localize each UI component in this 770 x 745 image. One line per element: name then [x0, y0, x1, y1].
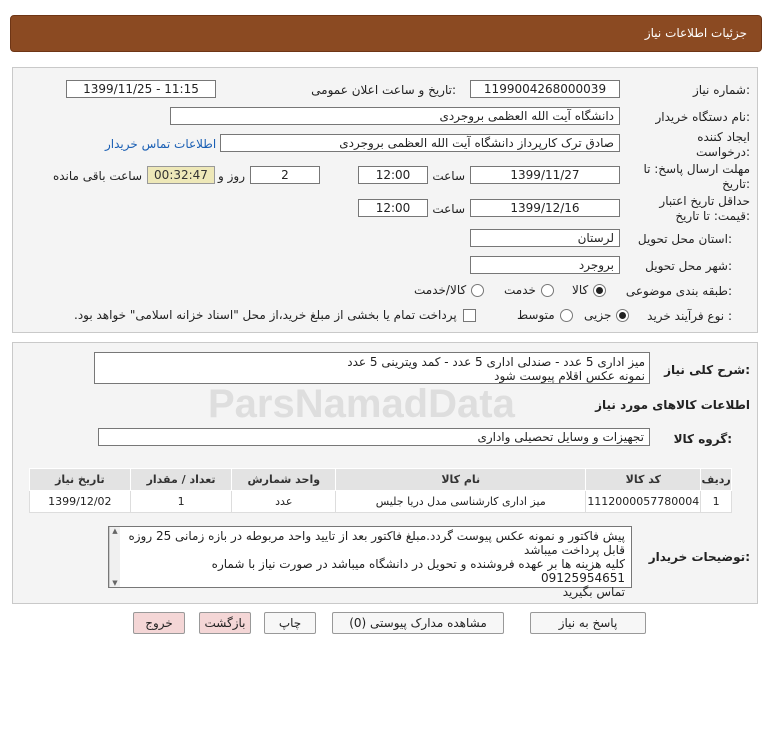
scroll-up-icon[interactable]: ▲: [112, 527, 118, 535]
table-row[interactable]: [30, 491, 732, 513]
column-header: واحد شمارش: [232, 469, 336, 491]
validity-date-field: 1399/12/16: [470, 199, 620, 217]
validity-time-label: ساعت: [432, 202, 465, 216]
province-field: لرستان: [470, 229, 620, 247]
notes-line: قابل پرداخت میباشد: [524, 543, 625, 557]
goods-table: [29, 468, 732, 513]
notes-scrollbar[interactable]: [109, 527, 120, 587]
category-radio-goods-service[interactable]: [414, 283, 484, 297]
category-option-label: کالا/خدمت: [414, 283, 467, 297]
reply-time-field: 12:00: [358, 166, 428, 184]
radio-selected-icon: [593, 284, 606, 297]
need-number-label: شماره نیاز:: [692, 83, 750, 97]
print-button[interactable]: چاپ: [264, 612, 316, 634]
group-label: گروه کالا:: [673, 432, 732, 446]
days-label: روز و: [218, 169, 245, 183]
goods-section-title: اطلاعات کالاهای مورد نیاز: [595, 398, 750, 412]
page-title: جزئیات اطلاعات نیاز: [644, 26, 747, 40]
column-header: ردیف: [701, 469, 732, 491]
column-header: کد کالا: [586, 469, 701, 491]
creator-field: صادق ترک کارپرداز دانشگاه آیت الله العظمی بروجردی: [220, 134, 620, 152]
category-option-label: خدمت: [504, 283, 536, 297]
category-label: طبقه بندی موضوعی:: [625, 284, 732, 298]
notes-line: پیش فاکتور و نمونه عکس پیوست گردد.مبلغ فاکتور بعد از تایید واحد مربوطه در بازه زمانی 25 روزه: [128, 529, 625, 543]
summary-line-2: نمونه عکس اقلام پیوست شود: [494, 369, 645, 383]
column-header: نام کالا: [336, 469, 586, 491]
summary-box: [94, 352, 650, 384]
city-field: بروجرد: [470, 256, 620, 274]
notes-line: کلیه هزینه ها بر عهده فروشنده و تحویل در دانشگاه میباشد در صورت نیاز با شماره 09125954651: [211, 557, 625, 585]
radio-empty-icon: [541, 284, 554, 297]
reply-time-label: ساعت: [432, 169, 465, 183]
validity-label: [640, 194, 750, 224]
city-label: شهر محل تحویل:: [645, 259, 732, 273]
province-label: استان محل تحویل:: [637, 232, 732, 246]
remaining-time-label: ساعت باقی مانده: [52, 169, 142, 183]
process-option-label: متوسط: [517, 308, 555, 322]
announce-field: 1399/11/25 - 11:15: [66, 80, 216, 98]
notes-box: [108, 526, 632, 599]
table-cell: 1112000057780004: [586, 491, 701, 513]
buyer-field: دانشگاه آیت الله العظمی بروجردی: [170, 107, 620, 125]
remaining-time-field: 00:32:47: [147, 166, 215, 184]
process-radio-medium[interactable]: [517, 308, 573, 322]
reply-deadline-label-text: مهلت ارسال پاسخ: تا تاریخ:: [643, 162, 750, 191]
exit-button[interactable]: خروج: [133, 612, 185, 634]
watermark-logo: ParsNamadData: [208, 382, 515, 426]
radio-empty-icon: [560, 309, 573, 322]
notes-line: تماس بگیرید: [562, 585, 625, 599]
treasury-payment-checkbox[interactable]: [74, 308, 476, 322]
validity-time-field: 12:00: [358, 199, 428, 217]
summary-label: شرح کلی نیاز:: [664, 363, 750, 377]
validity-label-text: حداقل تاریخ اعتبار قیمت: تا تاریخ:: [659, 194, 750, 223]
scroll-down-icon[interactable]: ▼: [112, 579, 118, 587]
table-cell: 1: [130, 491, 232, 513]
category-radio-service[interactable]: [504, 283, 554, 297]
category-radio-goods[interactable]: [572, 283, 606, 297]
creator-label: [640, 130, 750, 160]
announce-label: تاریخ و ساعت اعلان عمومی:: [311, 83, 456, 97]
buyer-label: نام دستگاه خریدار:: [655, 110, 750, 124]
column-header: تاریخ نیاز: [30, 469, 131, 491]
back-button[interactable]: بازگشت: [199, 612, 251, 634]
page-header: [10, 15, 762, 52]
reply-date-field: 1399/11/27: [470, 166, 620, 184]
treasury-payment-note: پرداخت تمام یا بخشی از مبلغ خرید،از محل "اسناد خزانه اسلامی" خواهد بود.: [74, 308, 457, 322]
checkbox-icon: [463, 309, 476, 322]
notes-text: [120, 527, 631, 599]
process-radio-minor[interactable]: [584, 308, 629, 322]
radio-empty-icon: [471, 284, 484, 297]
category-option-label: کالا: [572, 283, 589, 297]
contact-info-link[interactable]: اطلاعات تماس خریدار: [105, 137, 217, 151]
reply-deadline-label: [640, 162, 750, 192]
creator-label-text: ایجاد کننده درخواست:: [696, 130, 750, 159]
notes-label: توضیحات خریدار:: [648, 550, 750, 564]
column-header: تعداد / مقدار: [130, 469, 232, 491]
reply-button[interactable]: پاسخ به نیاز: [530, 612, 646, 634]
table-cell: میز اداری کارشناسی مدل دریا جلیس: [336, 491, 586, 513]
need-number-field: 1199004268000039: [470, 80, 620, 98]
table-cell: 1: [701, 491, 732, 513]
process-option-label: جزیی: [584, 308, 612, 322]
radio-selected-icon: [616, 309, 629, 322]
days-field: 2: [250, 166, 320, 184]
summary-line-1: میز اداری 5 عدد - صندلی اداری 5 عدد - کمد ویترینی 5 عدد: [347, 355, 645, 369]
process-label: نوع فرآیند خرید :: [647, 309, 732, 323]
table-header-row: [30, 469, 732, 491]
view-attachments-button[interactable]: مشاهده مدارک پیوستی (0): [332, 612, 504, 634]
table-cell: عدد: [232, 491, 336, 513]
table-cell: 1399/12/02: [30, 491, 131, 513]
group-field: تجهیزات و وسایل تحصیلی واداری: [98, 428, 650, 446]
